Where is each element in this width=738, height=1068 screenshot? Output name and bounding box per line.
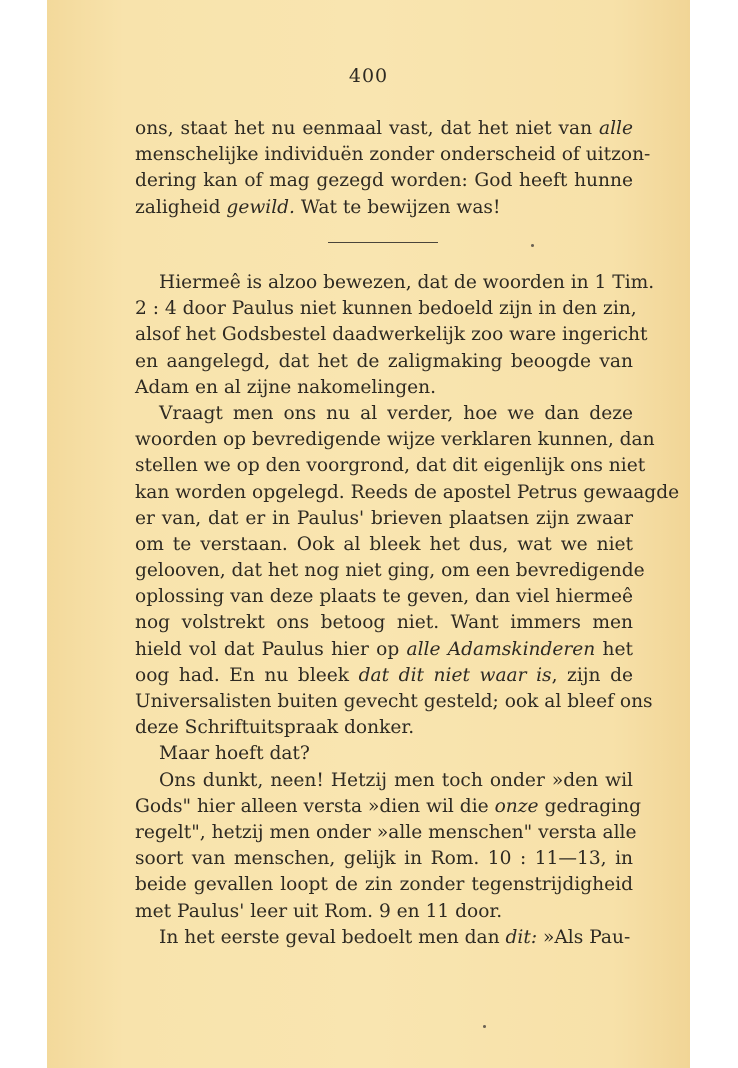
text-line: kan worden opgelegd. Reeds de apostel Petrus gewaagde — [135, 481, 680, 503]
text-line: met Paulus' leer uit Rom. 9 en 11 door. — [135, 900, 503, 922]
text-line: om te verstaan. Ook al bleek het dus, wat we niet — [135, 533, 633, 555]
italic-text: gewild. — [226, 196, 295, 218]
text-line: Gods" hier alleen versta »dien wil die onze gedraging — [135, 795, 641, 817]
text-line: oplossing van deze plaats te geven, dan viel hiermeê — [135, 586, 633, 608]
text-line: beide gevallen loopt de zin zonder tegenstrijdigheid — [135, 874, 633, 896]
book-page — [47, 0, 690, 1068]
text-line: woorden op bevredigende wijze verklaren kunnen, dan — [135, 429, 655, 451]
speck — [531, 244, 534, 247]
italic-text: dat dit niet waar is — [358, 664, 552, 686]
section-divider — [328, 242, 438, 243]
paragraph-block-2 — [135, 270, 680, 951]
text-line: deze Schriftuitspraak donker. — [135, 717, 415, 739]
text-line: alsof het Godsbestel daadwerkelijk zoo ware ingericht — [135, 324, 648, 346]
text-line: Maar hoeft dat? — [159, 743, 310, 765]
text-line: nog volstrekt ons betoog niet. Want immers men — [135, 612, 633, 634]
italic-text: onze — [494, 795, 539, 817]
text-line: Hiermeê is alzoo bewezen, dat de woorden in 1 Tim. — [159, 272, 655, 293]
text-line: In het eerste geval bedoelt men dan dit: »Als Pau- — [159, 926, 631, 948]
text-line: Vraagt men ons nu al verder, hoe we dan deze — [159, 402, 633, 424]
speck — [483, 1025, 486, 1028]
text-line: 2 : 4 door Paulus niet kunnen bedoeld zijn in den zin, — [135, 298, 637, 320]
italic-text: alle — [599, 118, 633, 139]
text-line: dering kan of mag gezegd worden: God heeft hunne — [135, 170, 633, 192]
text-line: stellen we op den voorgrond, dat dit eigenlijk ons niet — [135, 455, 646, 477]
text-line: er van, dat er in Paulus' brieven plaatsen zijn zwaar — [135, 507, 633, 529]
text-line: zaligheid gewild. Wat te bewijzen was! — [135, 196, 501, 218]
text-line: soort van menschen, gelijk in Rom. 10 : 11—13, in — [135, 848, 633, 870]
text-line: Universalisten buiten gevecht gesteld; ook al bleef ons — [135, 691, 653, 712]
text-line: ons, staat het nu eenmaal vast, dat het niet van alle — [135, 118, 633, 139]
italic-text: alle Adamskinderen — [406, 638, 596, 660]
text-line: en aangelegd, dat het de zaligmaking beoogde van — [135, 350, 633, 372]
text-line: oog had. En nu bleek dat dit niet waar is, zijn de — [135, 664, 633, 686]
text-line: gelooven, dat het nog niet ging, om een bevredigende — [135, 560, 645, 582]
text-line: regelt", hetzij men onder »alle menschen" versta alle — [135, 821, 637, 843]
italic-text: dit: — [505, 926, 538, 948]
paragraph-block-1 — [135, 116, 651, 221]
text-line: Ons dunkt, neen! Hetzij men toch onder »den wil — [159, 769, 633, 791]
text-line: hield vol dat Paulus hier op alle Adamskinderen het — [135, 638, 633, 660]
text-line: menschelijke individuën zonder onderscheid of uitzon- — [135, 144, 651, 166]
page-number: 400 — [348, 65, 389, 87]
text-line: Adam en al zijne nakomelingen. — [135, 376, 437, 398]
